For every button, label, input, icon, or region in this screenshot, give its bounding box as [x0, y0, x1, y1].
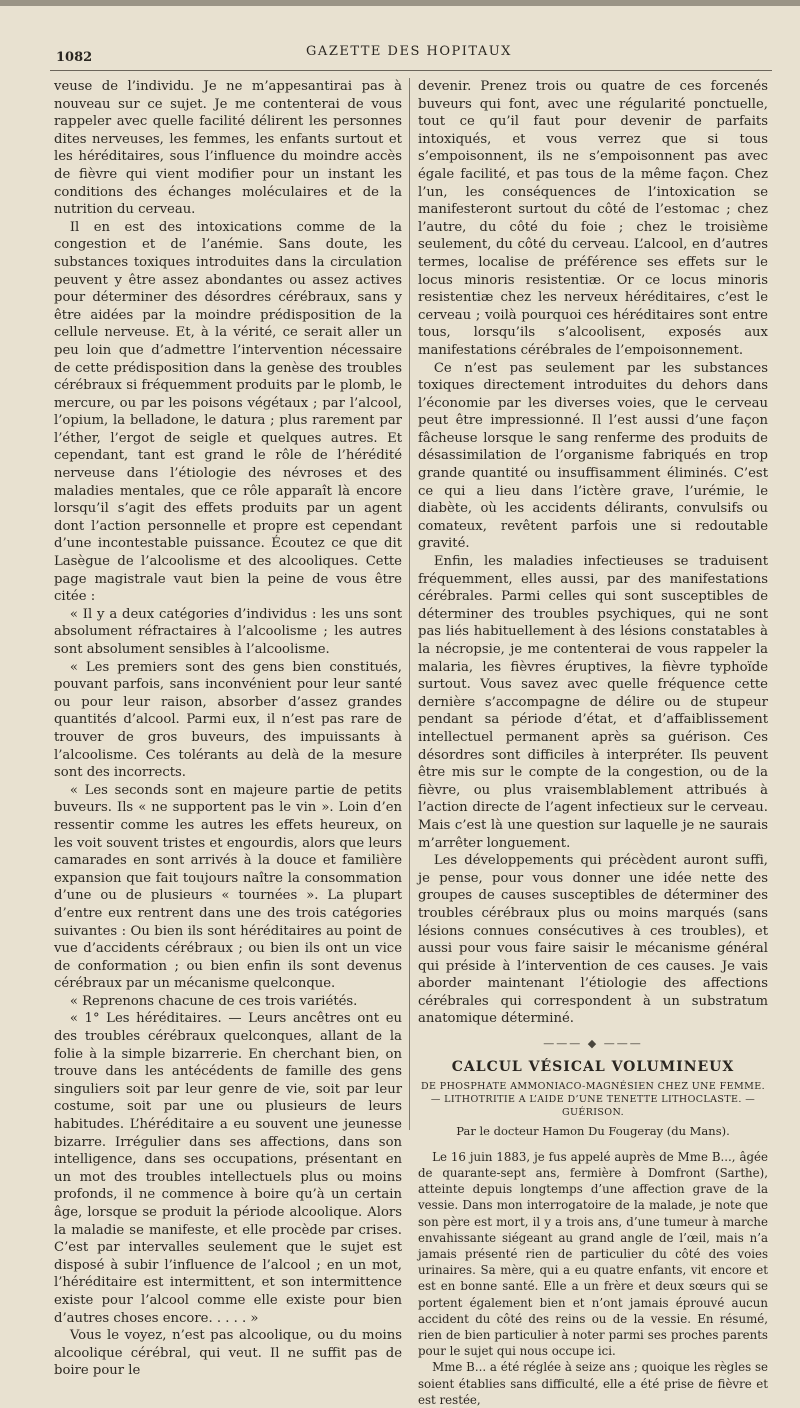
paragraph: Vous le voyez, n’est pas alcoolique, ou du moins alcoolique cérébral, qui veut. Il ne suffit pas de boire pour le — [54, 1328, 402, 1379]
article-byline: Par le docteur Hamon Du Fougeray (du Mans). — [456, 1124, 730, 1139]
quote-paragraph: « Les premiers sont des gens bien constitués, pouvant parfois, sans inconvénient pour leur santé ou pour leur raison, absorber d’assez grandes quantités d’alcool. Parmi eux, il n’est pas rare de trouver de gros buveurs, des impuissants à l’alcoolisme. Ces tolérants au delà de la mesure sont des incorrects. — [54, 659, 402, 781]
quote-paragraph: « 1° Les héréditaires. — Leurs ancêtres ont eu des troubles cérébraux quelconques, allant de la folie à la simple bizarrerie. En cherchant bien, on trouve dans les antécédents de famille des gens singuliers soit par leur genre de vie, soit par leur costume, soit par une ou plusieurs de leurs habitudes. L’héréditaire a eu souvent une jeunesse bizarre. Irrégulier dans ses affections, dans son intelligence, dans ses occupations, présentant en un mot des troubles intellectuels plus ou moins profonds, il ne commence à boire qu’à un certain âge, lorsque se produit la période alcoolique. Alors la maladie se manifeste, et elle procède par crises. C’est par intervalles seulement que le sujet est disposé à subir l’influence de l’alcool ; en un mot, l’héréditaire est intermittent, et son intermittence existe pour l’alcool comme elle existe pour bien d’autres choses encore. . . . . » — [54, 1011, 402, 1326]
quote-paragraph: « Les seconds sont en majeure partie de petits buveurs. Ils « ne supportent pas le vin ». Loin d’en ressentir comme les autres les effets heureux, on les voit souvent tristes et engourdis, alors que leurs camarades en sont arrivés à la douce et familière expansion que fait toujours naître la consommation d’une ou de plusieurs « tournées ». La plupart d’entre eux rentrent dans une des trois catégories suivantes : Ou bien ils sont héréditaires au point de vue d’accidents cérébraux ; ou bien ils ont un vice de conformation ; ou bien enfin ils sont devenus cérébraux par un mécanisme quelconque. — [54, 782, 402, 992]
paragraph: Enfin, les maladies infectieuses se traduisent fréquemment, elles aussi, par des manifestations cérébrales. Parmi celles qui sont susceptibles de déterminer des troubles psychiques, qui ne sont pas liés habituellement à des lésions constatables à la nécropsie, je me contenterai de vous rappeler la malaria, les fièvres éruptives, la fièvre typhoïde surtout. Vous savez avec quelle fréquence cette dernière s’accompagne de délire ou de stupeur pendant sa période d’état, et d’affaiblissement intellectuel permanent après sa guérison. Ces désordres sont difficiles à interpréter. Ils peuvent être mis sur le compte de la congestion, ou de la fièvre, ou plus vraisemblablement attribués à l’action directe de l’agent infectieux sur le cerveau. Mais c’est là une question sur laquelle je ne saurais m’arrêter longuement. — [418, 554, 768, 851]
top-border — [0, 0, 800, 6]
section-separator: ——— ◆ ——— — [543, 1037, 643, 1051]
paragraph: Il en est des intoxications comme de la congestion et de l’anémie. Sans doute, les substances toxiques introduites dans la circulation peuvent y être assez abondantes ou assez actives pour déterminer des désordres cérébraux, sans y être aidées par la moindre prédisposition de la cellule nerveuse. Et, à la vérité, ce serait aller un peu loin que d’admettre l’intervention nécessaire de cette prédisposition dans la genèse des troubles cérébraux si fréquemment produits par le plomb, le mercure, ou par les poisons végétaux ; par l’alcool, l’opium, la belladone, le datura ; plus rarement par l’éther, l’ergot de seigle et quelques autres. Et cependant, tant est grand le rôle de l’hérédité nerveuse dans l’étiologie des névroses et des maladies mentales, que ce rôle apparaît là encore lorsqu’il s’agit des effets produits par un agent dont l’action personnelle et propre est cependant d’une incontestable puissance. Écoutez ce que dit Lasègue de l’alcoolisme et des alcooliques. Cette page magistrale vaut bien la peine de vous être citée : — [54, 219, 402, 605]
article-paragraph: Mme B... a été réglée à seize ans ; quoique les règles se soient établies sans difficulté, elle a été prise de fièvre et est restée, — [418, 1360, 768, 1407]
page-number: 1082 — [56, 50, 93, 65]
article-title: CALCUL VÉSICAL VOLUMINEUX — [451, 1058, 735, 1075]
paragraph: devenir. Prenez trois ou quatre de ces forcenés buveurs qui font, avec une régularité ponctuelle, tout ce qu’il faut pour devenir de parfaits intoxiqués, et vous verrez que si tous s’empoisonnent, ils ne s’empoisonnent pas avec égale facilité, et pas tous de la même façon. Chez l’un, les conséquences de l’intoxication se manifesteront surtout du côté de l’estomac ; chez l’autre, du côté du foie ; chez le troisième seulement, du côté du cerveau. L’alcool, en d’autres termes, localise de préférence ses effets sur le locus minoris resistentiæ. Or ce locus minoris resistentiæ chez les nerveux héréditaires, c’est le cerveau ; voilà pourquoi ces héréditaires sont entre tous, lorsqu’ils s’alcoolisent, exposés aux manifestations cérébrales de l’empoisonnement. — [418, 79, 768, 358]
article-paragraph: Le 16 juin 1883, je fus appelé auprès de Mme B..., âgée de quarante-sept ans, fermière à Domfront (Sarthe), atteinte depuis longtemps d’une affection grave de la vessie. Dans mon interrogatoire de la malade, je note que son père est mort, il y a trois ans, d’une tumeur à marche envahissante siégeant au grand angle de l’œil, mais n’a jamais présenté rien de particulier du côté des voies urinaires. Sa mère, qui a eu quatre enfants, vit encore et est en bonne santé. Elle a un frère et deux sœurs qui se portent également bien et n’ont jamais éprouvé aucun accident du côté des reins ou de la vessie. En résumé, rien de bien particulier à noter parmi ses proches parents pour le sujet qui nous occupe ici. — [418, 1149, 768, 1359]
running-title: GAZETTE DES HOPITAUX — [306, 44, 512, 59]
paragraph: veuse de l’individu. Je ne m’appesantirai pas à nouveau sur ce sujet. Je me contenterai de vous rappeler avec quelle facilité délirent les personnes dites nerveuses, les femmes, les enfants surtout et les héréditaires, sous l’influence du moindre accès de fièvre qui vient modifier pour un instant les conditions des échanges moléculaires et de la nutrition du cerveau. — [54, 79, 402, 218]
right-column — [418, 78, 768, 1408]
column-divider — [409, 78, 410, 1130]
paragraph: Les développements qui précèdent auront suffi, je pense, pour vous donner une idée nette des groupes de causes susceptibles de déterminer des troubles cérébraux plus ou moins marqués (sans lésions connues consécutives à ces troubles), et aussi pour vous faire saisir le mécanisme général qui préside à l’intervention de ces causes. Je vais aborder maintenant l’étiologie des affections cérébrales qui correspondent à un substratum anatomique déterminé. — [418, 853, 768, 1027]
page-header — [44, 38, 774, 68]
article-subtitle: DE PHOSPHATE AMMONIACO-MAGNÉSIEN CHEZ UNE FEMME. — LITHOTRITIE A L’AIDE D’UNE TENETTE LITHOCLASTE. — GUÉRISON. — [421, 1081, 765, 1119]
header-rule — [50, 70, 772, 71]
quote-paragraph: « Reprenons chacune de ces trois variétés. — [69, 993, 358, 1009]
paragraph: Ce n’est pas seulement par les substances toxiques directement introduites du dehors dans l’économie par les diverses voies, que le cerveau peut être impressionné. Il l’est aussi d’une façon fâcheuse lorsque le sang renferme des produits de désassimilation de l’organisme fabriqués en trop grande quantité ou insuffisamment éliminés. C’est ce qui a lieu dans l’ictère grave, l’urémie, le diabète, où les accidents délirants, convulsifs ou comateux, revêtent parfois une si redoutable gravité. — [418, 360, 768, 552]
quote-paragraph: « Il y a deux catégories d’individus : les uns sont absolument réfractaires à l’alcoolisme ; les autres sont absolument sensibles à l’alcoolisme. — [54, 606, 402, 657]
left-column — [54, 78, 402, 1380]
